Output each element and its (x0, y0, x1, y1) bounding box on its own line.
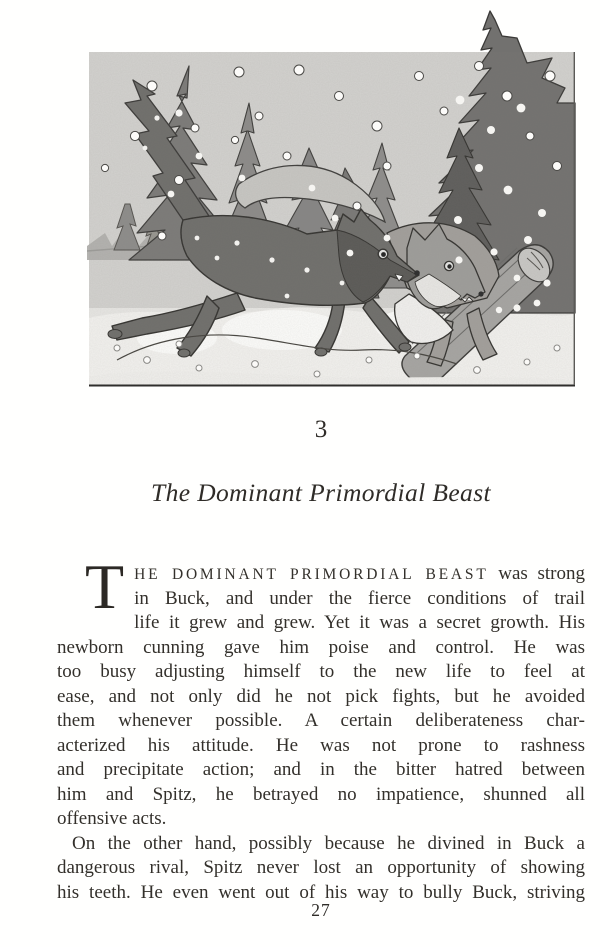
illustration-drawing (87, 8, 577, 388)
text-line: in Buck, and under the fierce conditions of trail (134, 587, 585, 609)
lead-in-rest: was strong (488, 563, 585, 584)
text-line: acterized his attitude. He was not prone to rashness (57, 734, 585, 756)
lead-in-smallcaps: HE DOMINANT PRIMORDIAL BEAST (134, 566, 489, 583)
text-line: ease, and not only did he not pick fights, but he avoided (57, 685, 585, 707)
chapter-number: 3 (314, 416, 328, 443)
text-line: his teeth. He even went out of his way to bully Buck, striving (57, 881, 585, 903)
text-line: offensive acts. (57, 808, 167, 829)
dropcap-letter: T (85, 551, 125, 622)
text-line: and precipitate action; and in the bitter hatred between (57, 759, 585, 780)
text-line: too busy adjusting himself to the new life to feel at (57, 661, 585, 682)
paragraph-2 (57, 832, 585, 906)
illustration-two-sled-dogs-snow (87, 8, 577, 388)
text-line: them whenever possible. A certain deliberateness char- (57, 710, 585, 731)
page-number: 27 (311, 900, 331, 920)
text-line: life it grew and grew. Yet it was a secret growth. His (134, 612, 585, 633)
text-line: On the other hand, possibly because he divined in Buck a (72, 832, 585, 854)
text-line: dangerous rival, Spitz never lost an opportunity of showing (57, 857, 585, 878)
text-line: newborn cunning gave him poise and control. He was (57, 636, 585, 658)
paragraph-1 (57, 551, 585, 832)
text-line: him and Spitz, he betrayed no impatience, shunned all (57, 783, 585, 805)
body-text (57, 551, 585, 905)
text-line (57, 562, 585, 587)
chapter-title: The Dominant Primordial Beast (150, 478, 492, 507)
